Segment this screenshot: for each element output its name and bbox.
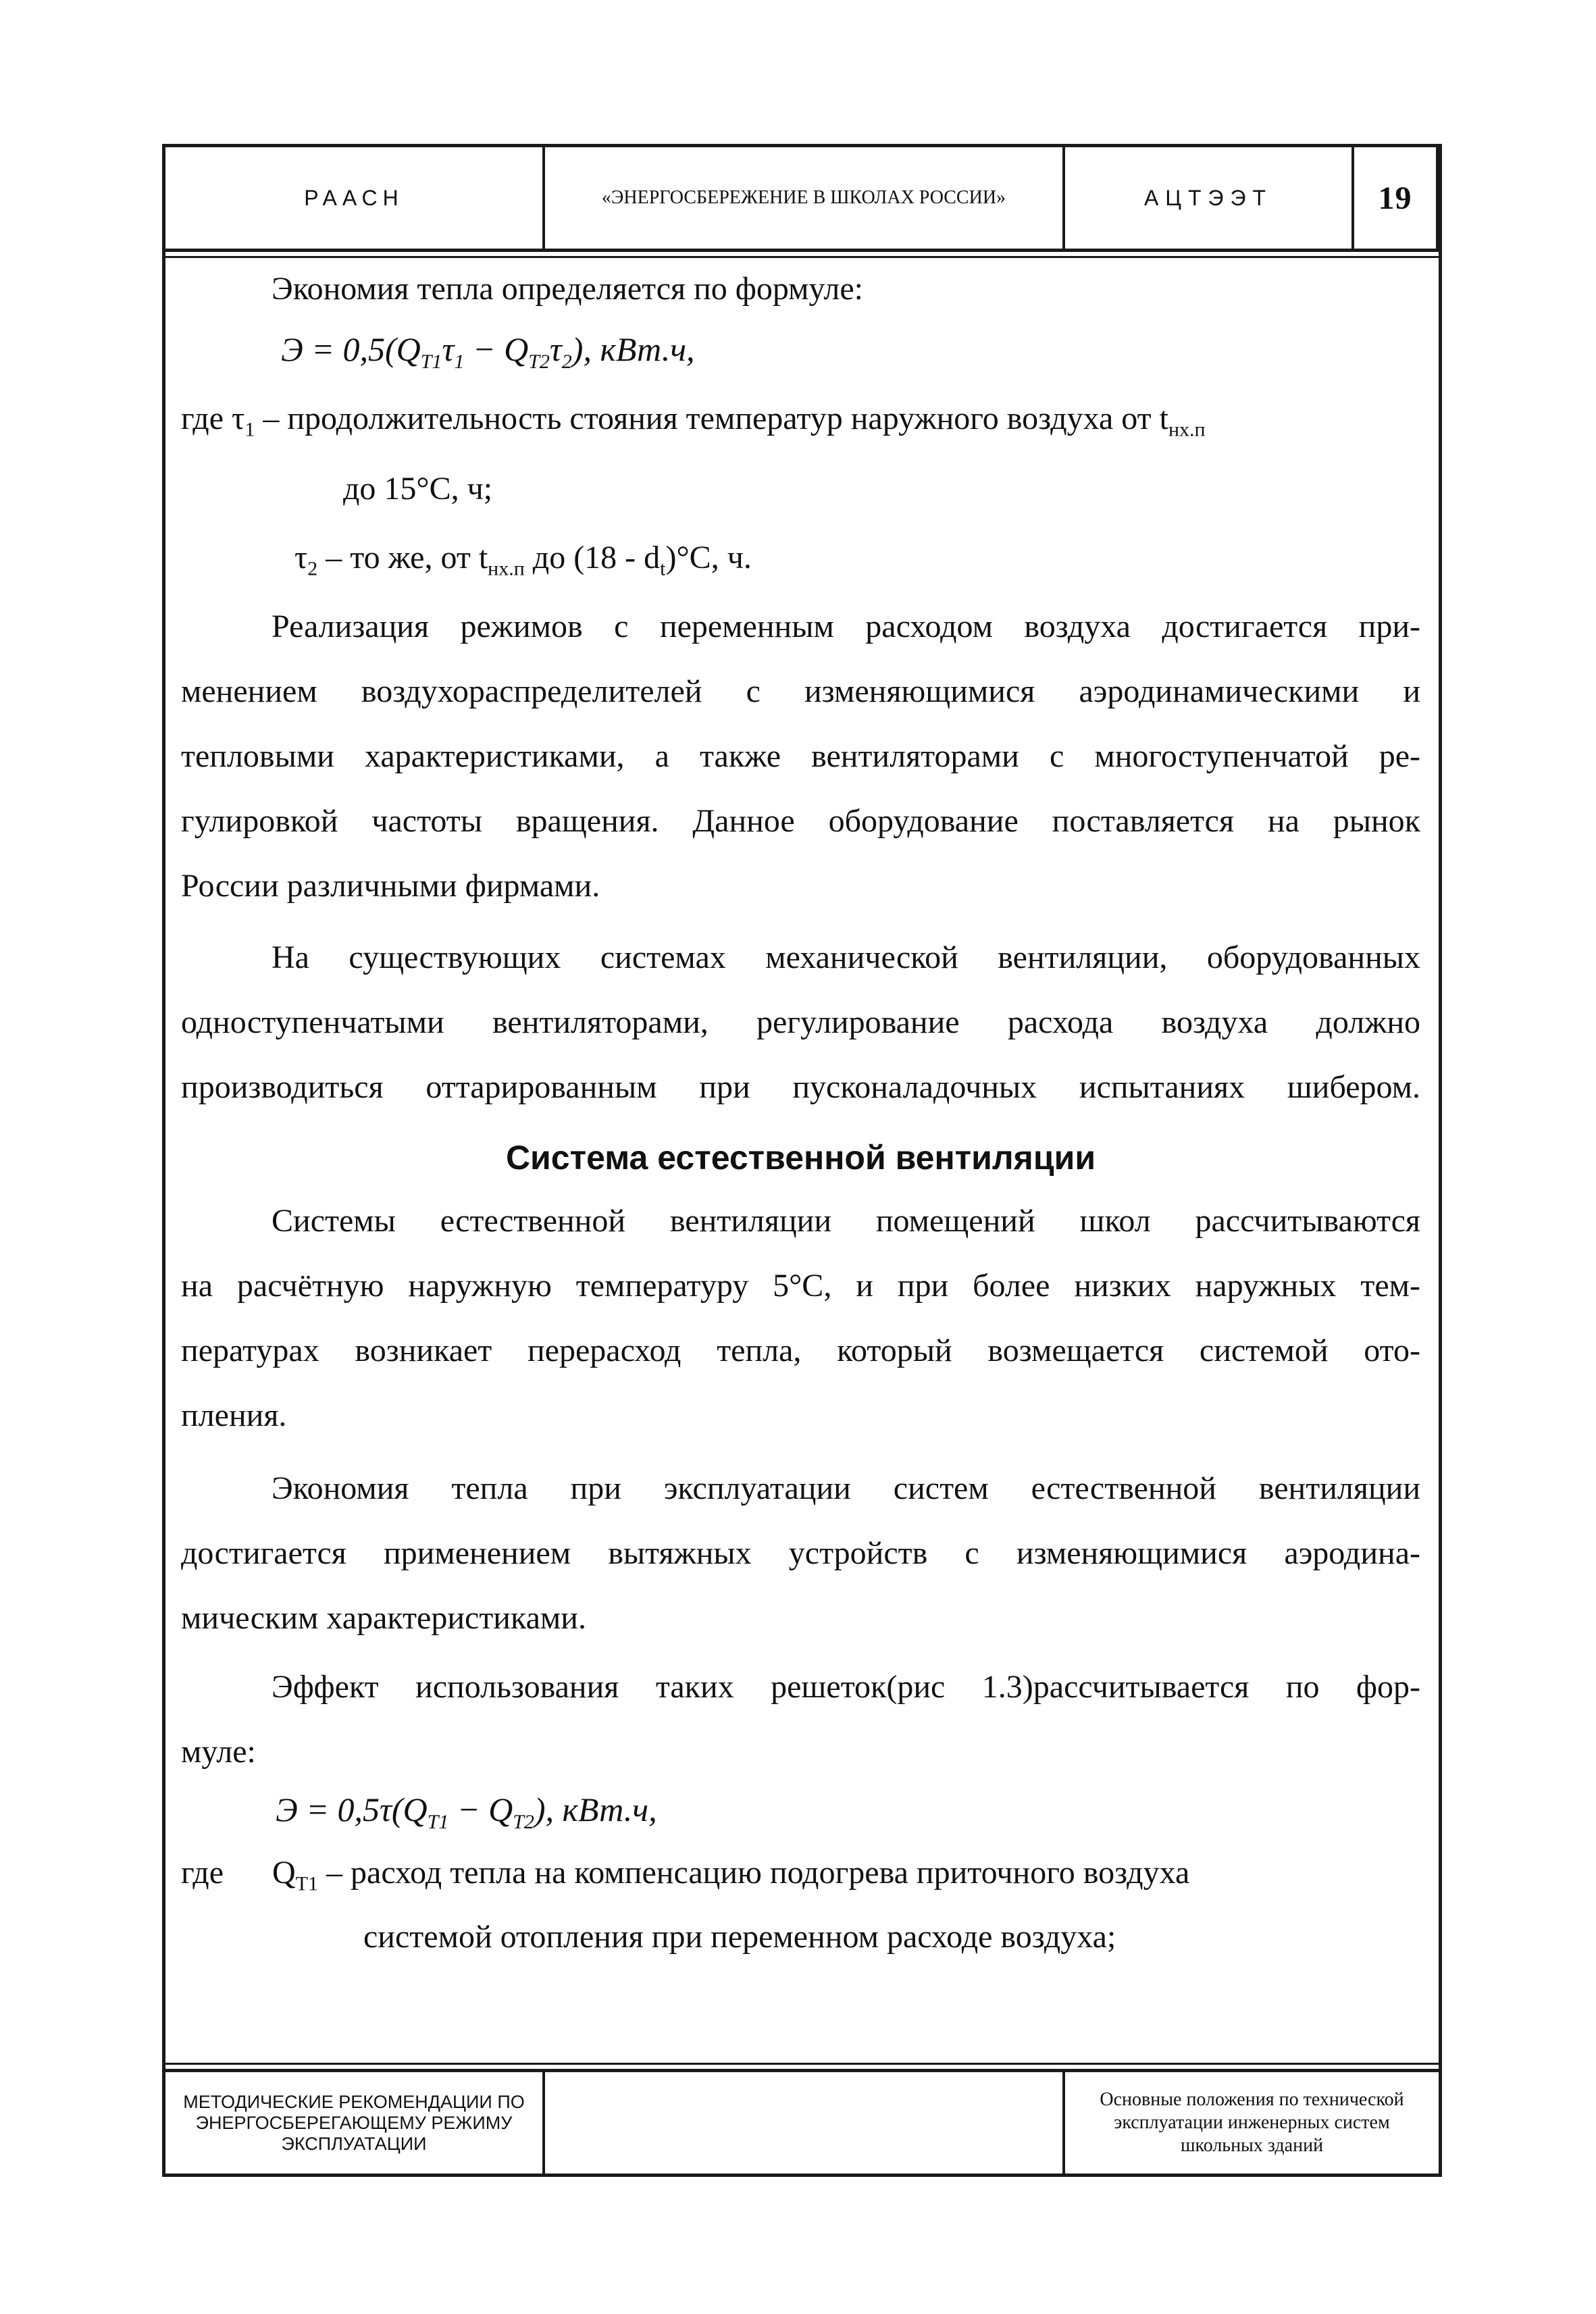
p3-line: производиться оттарированным при пусконаладочных испытаниях шибером.	[181, 1069, 1420, 1105]
p4-line: пературах возникает перерасход тепла, который возмещается системой ото-	[181, 1333, 1420, 1368]
page-number: 19	[1354, 147, 1439, 249]
paragraph-3	[181, 925, 1420, 1120]
p3-line: одноступенчатыми вентиляторами, регулирование расхода воздуха должно	[181, 1004, 1420, 1040]
paragraph-4	[181, 1189, 1420, 1448]
paragraph-2	[181, 594, 1420, 919]
p6-line: Эффект использования таких решеток(рис 1.3)рассчитывается по фор-	[272, 1669, 1420, 1705]
p2-line: гулировкой частоты вращения. Данное оборудование поставляется на рынок	[181, 803, 1420, 839]
header-center: АЦТЭЭТ	[1065, 147, 1354, 249]
paragraph-intro: Экономия тепла определяется по формуле:	[272, 271, 863, 307]
page-header	[162, 144, 1442, 252]
p4-line: Системы естественной вентиляции помещений школ рассчитываются	[272, 1203, 1420, 1239]
paragraph-6	[181, 1655, 1420, 1784]
p6-line: муле:	[181, 1734, 256, 1770]
paragraph-5	[181, 1456, 1420, 1651]
where-tau2: $\tau_2$ – то же, от $t_{нх.п}$ до $(18 - d_t)^\circ С$, ч.	[294, 540, 752, 580]
where-qt1: где $Q_{T1}$ – расход тепла на компенсацию подогрева приточного воздуха	[181, 1855, 1190, 1895]
footer-right: Основные положения по технической эксплуатации инженерных систем школьных зданий	[1100, 2089, 1404, 2156]
p5-line: мическим характеристиками.	[181, 1600, 586, 1636]
p2-line: менением воздухораспределителей с изменяющимися аэродинамическими и	[181, 673, 1420, 709]
formula-1: $Э = 0,5(Q_{T1}\tau_1 - Q_{T2}\tau_2)$, кВт.ч,	[281, 330, 695, 373]
where-tau1-cont: до 15°С, ч;	[343, 471, 493, 507]
p5-line: Экономия тепла при эксплуатации систем естественной вентиляции	[272, 1470, 1420, 1506]
where-tau1: где $\tau_1$ – продолжительность стояния температур наружного воздуха от $t_{нх.п}$	[181, 401, 1206, 441]
footer-middle	[545, 2072, 1065, 2174]
p2-line: тепловыми характеристиками, а также вентиляторами с многоступенчатой ре-	[181, 738, 1420, 774]
p4-line: пления.	[181, 1397, 287, 1433]
p3-line: На существующих системах механической вентиляции, оборудованных	[272, 940, 1420, 975]
formula-2: $Э = 0,5\tau(Q_{T1} - Q_{T2})$, кВт.ч,	[276, 1791, 657, 1833]
section-heading: Система естественной вентиляции	[505, 1139, 1096, 1177]
footer-left: МЕТОДИЧЕСКИЕ РЕКОМЕНДАЦИИ ПО ЭНЕРГОСБЕРЕГАЮЩЕМУ РЕЖИМУ ЭКСПЛУАТАЦИИ	[165, 2072, 545, 2174]
header-project: «ЭНЕРГОСБЕРЕЖЕНИЕ В ШКОЛАХ РОССИИ»	[545, 147, 1065, 249]
p4-line: на расчётную наружную температуру 5°С, и при более низких наружных тем-	[181, 1268, 1420, 1304]
where-qt1-cont: системой отопления при переменном расходе воздуха;	[363, 1919, 1116, 1955]
p2-line: Реализация режимов с переменным расходом воздуха достигается при-	[272, 609, 1420, 644]
page-footer	[162, 2069, 1442, 2177]
footer-divider	[165, 2063, 1439, 2065]
header-org: РААСН	[165, 147, 545, 249]
p5-line: достигается применением вытяжных устройств с изменяющимися аэродина-	[181, 1535, 1420, 1571]
p2-line: России различными фирмами.	[181, 868, 600, 904]
